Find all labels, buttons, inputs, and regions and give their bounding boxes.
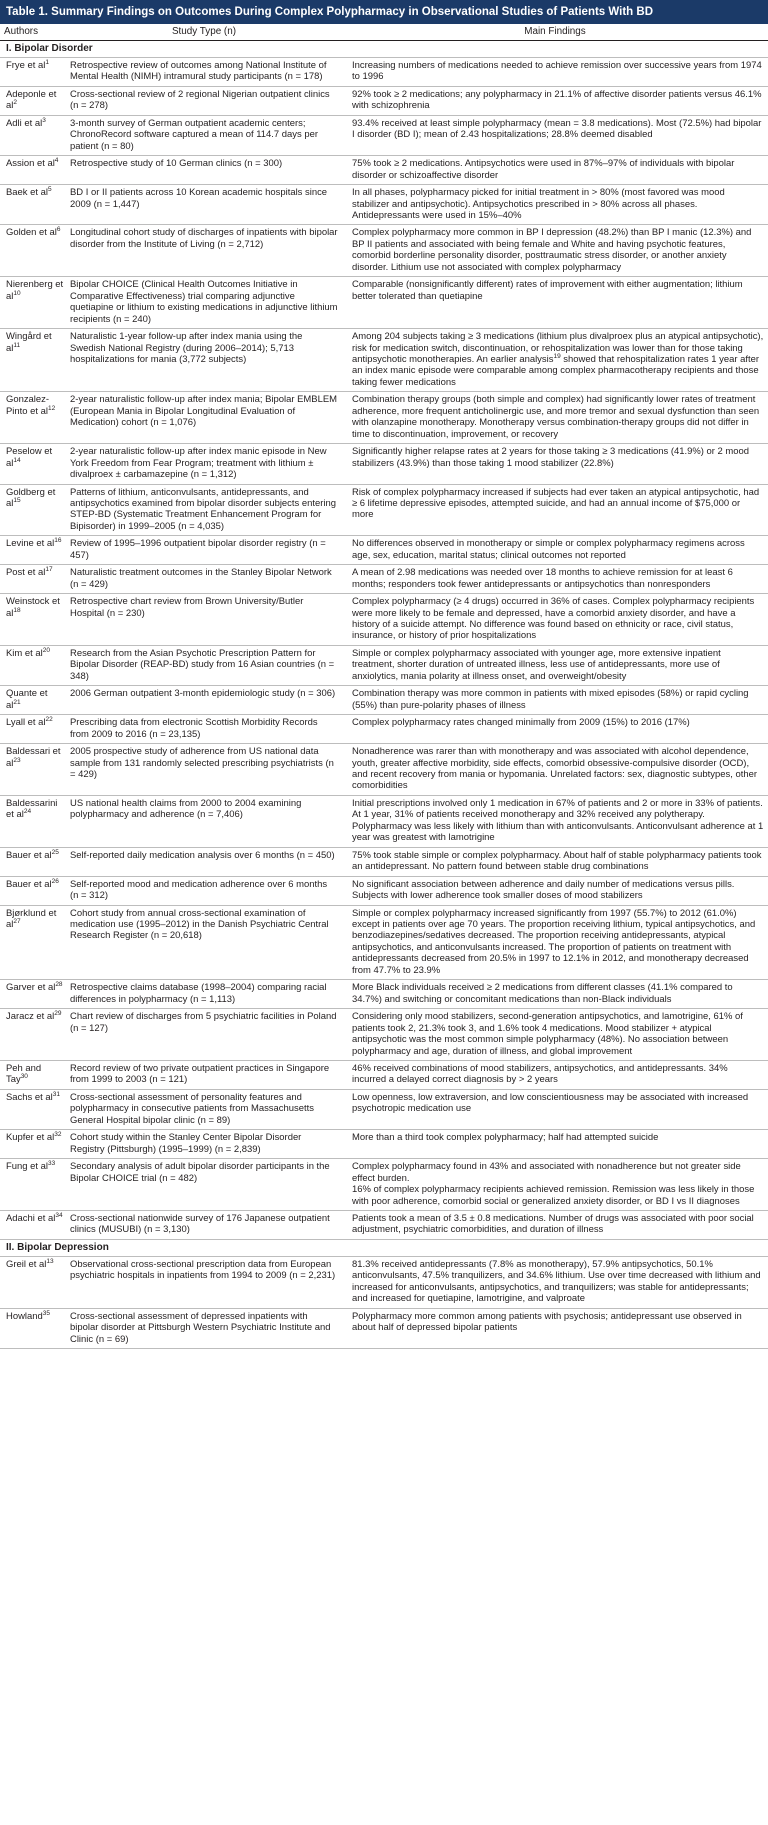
main-findings-cell [342, 156, 768, 185]
section-label: I. Bipolar Disorder [0, 41, 768, 58]
author-cell [0, 744, 66, 796]
finding-text: Initial prescriptions involved only 1 medication in 67% of patients and 2 or more in 33% of patients. At 1 year, 31% of patients received monotherapy and 32% received any polytherapy. Polypharmacy was less likely with lithium than with anticonvulsants. Anticonvulsant adherence at 1 year was greatest with lamotrigine [352, 797, 764, 844]
author-cell [0, 277, 66, 329]
reference-number: 34 [55, 1211, 63, 1219]
table-row [0, 1256, 768, 1308]
reference-number: 27 [13, 917, 21, 925]
finding-text: Simple or complex polypharmacy increased significantly from 1997 (55.7%) to 2012 (61.0%) except in patients over age 70 years. The proportion receiving lithium, typical antipsychotics, and benzodiazepines/sedatives decreased. The proportion receiving antidepressants, atypical antipsychotics, and anticonvulsants increased. The proportion of patients on treatment with antidepressants decreased from 20.5% in 1997 to 12.1% in 2012, and monotherapy decreased from 47.7% to 23.9% [352, 907, 756, 976]
author-name: Adachi et al [6, 1212, 56, 1224]
finding-text: 16% of complex polypharmacy recipients achieved remission. Remission was less likely in those with poor adherence, comorbid social or generalized anxiety disorder, or BD I vs II diagnoses [352, 1184, 755, 1207]
main-findings-cell [342, 905, 768, 980]
author-name: Nierenberg et al [6, 279, 64, 302]
study-type-cell: Cross-sectional assessment of depressed inpatients with bipolar disorder at Pittsburgh Western Psychiatric Institute and Clinic (n = 69) [66, 1308, 342, 1348]
finding-text: 92% took ≥ 2 medications; any polypharmacy in 21.1% of affective disorder patients versus 46.1% with schizophrenia [352, 88, 762, 112]
table-row [0, 980, 768, 1009]
reference-number: 17 [45, 566, 53, 574]
section-header-row [0, 41, 768, 58]
author-cell [0, 645, 66, 685]
author-cell [0, 715, 66, 744]
reference-number: 13 [46, 1257, 54, 1265]
author-name: Gonzalez-Pinto et al [6, 394, 50, 417]
reference-number: 12 [47, 404, 56, 412]
author-cell [0, 1159, 66, 1211]
table-title: Table 1. Summary Findings on Outcomes During Complex Polypharmacy in Observational Studies of Patients With BD [0, 0, 768, 24]
study-type-cell: Self-reported mood and medication adherence over 6 months (n = 312) [66, 876, 342, 905]
author-cell [0, 225, 66, 277]
reference-number: 35 [42, 1309, 50, 1317]
table-row [0, 715, 768, 744]
reference-number: 3 [42, 116, 46, 124]
reference-number: 1 [45, 58, 49, 66]
main-findings-cell [342, 484, 768, 536]
author-cell [0, 185, 66, 225]
author-cell [0, 594, 66, 646]
author-name: Lyall et al [6, 717, 46, 729]
finding-text: 93.4% received at least simple polypharmacy (mean = 3.8 medications). Most (72.5%) had bipolar I disorder (BD I); mean of 2.43 hospitalizations; 28.8% deemed disabled [352, 117, 762, 141]
study-type-cell: Cohort study from annual cross-sectional examination of medication use (1995–2012) in the Danish Psychiatric Central Research Register (n = 20,618) [66, 905, 342, 980]
reference-number: 30 [20, 1073, 28, 1081]
table-row [0, 536, 768, 565]
author-name: Baldessari et al [6, 746, 61, 769]
table-row [0, 876, 768, 905]
main-findings-cell [342, 185, 768, 225]
reference-number: 25 [51, 848, 59, 856]
finding-text: Among 204 subjects taking ≥ 3 medications (lithium plus divalproex plus an atypical antipsychotic), risk for medication switch, discontinuation, or rehospitalization was lower than for those taking antipsychotic monotherapies. An earlier analysis$^{19}$ showed that rehospitalization rates 1 year after an index manic episode were comparable among complex pharmacotherapy recipients and those taking fewer medications [352, 331, 764, 388]
main-findings-cell [342, 645, 768, 685]
author-cell [0, 58, 66, 87]
author-name: Adli et al [6, 117, 43, 129]
author-name: Golden et al [6, 227, 57, 239]
table-row [0, 185, 768, 225]
header-study-type: Study Type (n) [66, 24, 342, 41]
study-type-cell: Cross-sectional assessment of personality features and polypharmacy in consecutive patients from Massachusetts General Hospital bipolar clinic (n = 89) [66, 1089, 342, 1129]
main-findings-cell [342, 686, 768, 715]
finding-text: 81.3% received antidepressants (7.8% as monotherapy), 57.9% antipsychotics, 50.1% anticonvulsants, 47.5% tranquilizers, and 34.6% lithium. Use over time decreased with lithium and increased for anticonvulsants, antipsychotics, and tranquilizers; was stable for antidepressants; and increased for quetiapine, lamotrigine, and valproate [352, 1258, 761, 1305]
table-row [0, 847, 768, 876]
header-main-findings: Main Findings [342, 24, 768, 41]
table-row [0, 1060, 768, 1089]
finding-text: Complex polypharmacy more common in BP I depression (48.2%) than BP I manic (12.3%) and BP II patients and associated with being female and White and having psychotic features, comorbid borderline personality disorder, posttraumatic stress disorder, or another anxiety disorder. Lithium use not associated with complex polypharmacy [352, 227, 752, 273]
author-cell [0, 484, 66, 536]
author-name: Post et al [6, 567, 46, 579]
header-authors: Authors [0, 24, 66, 41]
finding-text: Complex polypharmacy (≥ 4 drugs) occurred in 36% of cases. Complex polypharmacy recipients were more likely to be female and depressed, have a comorbid anxiety disorder, and have a history of a suicide attempt. No difference was found based on ethnicity or race, civil status, insurance, or history of prior hospitalizations [352, 596, 755, 642]
table-row [0, 58, 768, 87]
main-findings-cell [342, 1089, 768, 1129]
main-findings-cell [342, 1308, 768, 1348]
study-type-cell: Observational cross-sectional prescription data from European psychiatric hospitals in inpatients from 1994 to 2009 (n = 2,231) [66, 1256, 342, 1308]
author-name: Garver et al [6, 982, 56, 994]
main-findings-cell [342, 58, 768, 87]
section-label: II. Bipolar Depression [0, 1239, 768, 1256]
author-cell [0, 329, 66, 392]
finding-text: Considering only mood stabilizers, second-generation antipsychotics, and lamotrigine, 61% of patients took 2, 21.3% took 3, and 1.6% took 4 medications. Mood stabilizer + atypical antipsychotic was the most common simple polypharmacy (48%). No association between polypharmacy and age, duration of illness, and global improvement [352, 1011, 743, 1057]
reference-number: 11 [13, 341, 21, 349]
author-name: Bauer et al [6, 849, 52, 861]
main-findings-cell [342, 1256, 768, 1308]
author-name: Weinstock et al [6, 596, 60, 619]
finding-text: Increasing numbers of medications needed to achieve remission over successive years from 1974 to 1996 [352, 60, 762, 83]
table-row [0, 594, 768, 646]
study-type-cell: Bipolar CHOICE (Clinical Health Outcomes Initiative in Comparative Effectiveness) trial comparing adjunctive quetiapine or lithium to existing medications in adjunctive lithium recipients (n = 240) [66, 277, 342, 329]
main-findings-cell [342, 1130, 768, 1159]
finding-text: Combination therapy groups (both simple and complex) had significantly lower rates of treatment adherence, more frequent anticholinergic use, and more tremor and sexual dysfunction than seen with olanzapine monotherapy. Monotherapy versus combination-therapy groups did not differ in time to discontinuation, improvement, or recovery [352, 394, 760, 440]
author-name: Bjørklund et al [6, 907, 57, 930]
author-cell [0, 1308, 66, 1348]
author-name: Adeponle et al [6, 88, 57, 112]
author-name: Bauer et al [6, 878, 52, 890]
study-type-cell: 2-year naturalistic follow-up after index mania; Bipolar EMBLEM (European Mania in Bipolar Longitudinal Evaluation of Medication) cohort (n = 1,076) [66, 392, 342, 444]
header-row [0, 24, 768, 41]
author-cell [0, 444, 66, 484]
main-findings-cell [342, 715, 768, 744]
finding-text: Low openness, low extraversion, and low conscientiousness may be associated with increased psychotropic medication use [352, 1091, 749, 1115]
reference-number: 6 [56, 226, 61, 234]
table-row [0, 1210, 768, 1239]
author-cell [0, 86, 66, 115]
reference-number: 4 [54, 157, 59, 165]
study-type-cell: Naturalistic 1-year follow-up after index mania using the Swedish National Registry (during 2006–2014); 5,713 hospitalizations for mania (3,772 subjects) [66, 329, 342, 392]
study-type-cell: Record review of two private outpatient practices in Singapore from 1999 to 2003 (n = 121) [66, 1060, 342, 1089]
table-body [0, 41, 768, 1349]
main-findings-cell [342, 536, 768, 565]
main-findings-cell [342, 1159, 768, 1211]
main-findings-cell [342, 277, 768, 329]
table-row [0, 905, 768, 980]
author-cell [0, 1009, 66, 1061]
finding-text: No significant association between adherence and daily number of medications versus pills. Subjects with lower adherence took smaller doses of mood stabilizers [352, 878, 735, 902]
author-cell [0, 536, 66, 565]
study-type-cell: Self-reported daily medication analysis over 6 months (n = 450) [66, 847, 342, 876]
summary-table [0, 24, 768, 1349]
study-type-cell: Secondary analysis of adult bipolar disorder participants in the Bipolar CHOICE trial (n = 482) [66, 1159, 342, 1211]
study-type-cell: Retrospective review of outcomes among National Institute of Mental Health (NIMH) intramural study participants (n = 178) [66, 58, 342, 87]
main-findings-cell [342, 392, 768, 444]
study-type-cell: BD I or II patients across 10 Korean academic hospitals since 2009 (n = 1,447) [66, 185, 342, 225]
author-name: Kupfer et al [6, 1132, 55, 1144]
author-cell [0, 565, 66, 594]
finding-text: Significantly higher relapse rates at 2 years for those taking ≥ 3 medications (41.9%) or 2 mood stabilizers (43.9%) than those taking 1 mood stabilizer (22.8%) [352, 446, 750, 469]
study-type-cell: 2-year naturalistic follow-up after index manic episode in New York Freedom from Fear Program; treatment with lithium ± divalproex ± carbamazepine (n = 1,312) [66, 444, 342, 484]
author-cell [0, 1210, 66, 1239]
author-cell [0, 1089, 66, 1129]
author-cell [0, 795, 66, 847]
reference-number: 16 [54, 537, 62, 545]
finding-text: Polypharmacy more common among patients with psychosis; antidepressant use observed in about half of depressed bipolar patients [352, 1310, 742, 1334]
finding-text: In all phases, polypharmacy picked for initial treatment in > 80% (most favored was mood stabilizer and antipsychotic). Antipsychotics prescribed in > 80% across all phases. Antidepressants were used in 15%–40% [352, 187, 725, 221]
main-findings-cell [342, 1009, 768, 1061]
reference-number: 18 [13, 606, 21, 614]
reference-number: 26 [51, 877, 59, 885]
study-type-cell: Cohort study within the Stanley Center Bipolar Disorder Registry (Pittsburgh) (1995–1999) (n = 2,839) [66, 1130, 342, 1159]
finding-text: Complex polypharmacy rates changed minimally from 2009 (15%) to 2016 (17%) [352, 717, 690, 729]
author-name: Frye et al [6, 60, 46, 71]
main-findings-cell [342, 565, 768, 594]
study-type-cell: 2006 German outpatient 3-month epidemiologic study (n = 306) [66, 686, 342, 715]
author-cell [0, 876, 66, 905]
study-type-cell: Cross-sectional review of 2 regional Nigerian outpatient clinics (n = 278) [66, 86, 342, 115]
study-type-cell: Research from the Asian Psychotic Prescription Pattern for Bipolar Disorder (REAP-BD) study from 16 Asian countries (n = 348) [66, 645, 342, 685]
author-name: Wingård et al [6, 331, 52, 354]
author-name: Baek et al [6, 187, 48, 199]
main-findings-cell [342, 115, 768, 155]
reference-number: 33 [47, 1160, 56, 1168]
finding-text: No differences observed in monotherapy or simple or complex polypharmacy regimens across age, sex, education, marital status; clinical outcomes not reported [352, 538, 745, 561]
reference-number: 5 [47, 185, 52, 193]
author-cell [0, 1060, 66, 1089]
finding-text: Complex polypharmacy found in 43% and associated with nonadherence but not greater side effect burden. [352, 1161, 741, 1184]
table-row [0, 86, 768, 115]
table-row [0, 392, 768, 444]
table-row [0, 1308, 768, 1348]
reference-number: 10 [13, 289, 21, 297]
reference-number: 29 [54, 1010, 62, 1018]
author-cell [0, 115, 66, 155]
author-name: Levine et al [6, 538, 55, 550]
author-cell [0, 905, 66, 980]
table-row [0, 156, 768, 185]
finding-text: Nonadherence was rarer than with monotherapy and was associated with alcohol dependence, youth, greater affective morbidity, side effects, comorbid obsessive-compulsive disorder (OCD), and recent recovery from mania or hypomania. Unrelated factors: sex, diagnostic subtypes, other comorbidities [352, 746, 757, 792]
reference-number: 2 [13, 99, 17, 107]
reference-number: 22 [45, 716, 53, 724]
main-findings-cell [342, 795, 768, 847]
author-name: Quante et al [6, 688, 48, 711]
author-name: Assion et al [6, 158, 55, 170]
author-cell [0, 847, 66, 876]
main-findings-cell [342, 225, 768, 277]
table-row [0, 1089, 768, 1129]
author-name: Fung et al [6, 1161, 48, 1173]
author-name: Peh and Tay [6, 1062, 42, 1086]
author-name: Jaracz et al [6, 1011, 55, 1023]
finding-text: Comparable (nonsignificantly different) rates of improvement with either augmentation; lithium better tolerated than quetiapine [352, 279, 743, 302]
table-row [0, 686, 768, 715]
reference-number: 14 [13, 456, 21, 464]
study-type-cell: Prescribing data from electronic Scottish Morbidity Records from 2009 to 2016 (n = 23,135) [66, 715, 342, 744]
reference-number: 15 [13, 496, 21, 504]
reference-number: 24 [23, 808, 32, 816]
study-type-cell: Naturalistic treatment outcomes in the Stanley Bipolar Network (n = 429) [66, 565, 342, 594]
main-findings-cell [342, 329, 768, 392]
table-row [0, 329, 768, 392]
author-name: Baldessarini et al [6, 797, 58, 821]
study-type-cell: Retrospective study of 10 German clinics (n = 300) [66, 156, 342, 185]
study-type-cell: US national health claims from 2000 to 2004 examining polypharmacy and adherence (n = 7,406) [66, 795, 342, 847]
finding-text: A mean of 2.98 medications was needed over 18 months to achieve remission for at least 6 months; responders took fewer antidepressants or antipsychotics than nonresponders [352, 567, 733, 590]
reference-number: 31 [52, 1090, 60, 1098]
table-row [0, 1159, 768, 1211]
author-name: Peselow et al [6, 446, 53, 469]
finding-text: More Black individuals received ≥ 2 medications from different classes (41.1% compared to 34.7%) and switching or concomitant medications than non-Black individuals [352, 982, 733, 1005]
study-type-cell: 2005 prospective study of adherence from US national data sample from 131 randomly selected prescribing psychiatrists (n = 429) [66, 744, 342, 796]
study-type-cell: Patterns of lithium, anticonvulsants, antidepressants, and antipsychotics examined from bipolar disorder subjects entering STEP-BD (Systematic Treatment Enhancement Program for Bipisorder) in 1999–2005 (n = 4,035) [66, 484, 342, 536]
reference-number: 19 [553, 352, 561, 360]
table-row [0, 645, 768, 685]
reference-number: 23 [13, 756, 21, 764]
finding-text: Risk of complex polypharmacy increased if subjects had ever taken an atypical antipsychotic, had ≥ 6 lifetime depressive episodes, attempted suicide, and had an annual income of $75,000 or more [352, 486, 760, 521]
author-cell [0, 156, 66, 185]
author-cell [0, 980, 66, 1009]
finding-text: Simple or complex polypharmacy associated with younger age, more extensive inpatient treatment, shorter duration of untreated illness, less use of antidepressants, more use of anxiolytics, mania polarity at illness onset, and overweight/obesity [352, 647, 721, 682]
table-row [0, 115, 768, 155]
table-row [0, 795, 768, 847]
table-row [0, 277, 768, 329]
finding-text: More than a third took complex polypharmacy; half had attempted suicide [352, 1132, 659, 1144]
finding-text: Combination therapy was more common in patients with mixed episodes (58%) or rapid cycling (55%) than pure-polarity phases of illness [352, 688, 749, 711]
author-name: Sachs et al [6, 1091, 53, 1103]
study-type-cell: Longitudinal cohort study of discharges of inpatients with bipolar disorder from the Institute of Living (n = 2,712) [66, 225, 342, 277]
table-row [0, 484, 768, 536]
table-row [0, 225, 768, 277]
main-findings-cell [342, 744, 768, 796]
table-row [0, 1009, 768, 1061]
table-row [0, 1130, 768, 1159]
study-type-cell: Retrospective chart review from Brown University/Butler Hospital (n = 230) [66, 594, 342, 646]
study-type-cell: Review of 1995–1996 outpatient bipolar disorder registry (n = 457) [66, 536, 342, 565]
finding-text: Patients took a mean of 3.5 ± 0.8 medications. Number of drugs was associated with poor social adjustment, psychiatric comorbidities, and duration of illness [352, 1212, 754, 1236]
main-findings-cell [342, 1060, 768, 1089]
study-type-cell: 3-month survey of German outpatient academic centers; ChronoRecord software captured a mean of 114.7 days per patient (n = 80) [66, 115, 342, 155]
finding-text: 75% took ≥ 2 medications. Antipsychotics were used in 87%–97% of individuals with bipolar disorder or schizoaffective disorder [352, 158, 735, 181]
main-findings-cell [342, 444, 768, 484]
reference-number: 28 [55, 981, 63, 989]
main-findings-cell [342, 847, 768, 876]
author-name: Howland [6, 1310, 43, 1322]
author-name: Kim et al [6, 647, 43, 659]
finding-text: 75% took stable simple or complex polypharmacy. About half of stable polypharmacy patients took an antidepressant. No pattern found between stable drug combinations [352, 849, 762, 873]
author-cell [0, 686, 66, 715]
table-row [0, 744, 768, 796]
reference-number: 21 [13, 698, 21, 706]
reference-number: 20 [42, 646, 50, 654]
author-name: Goldberg et al [6, 486, 56, 509]
table-row [0, 565, 768, 594]
reference-number: 32 [54, 1131, 62, 1139]
study-type-cell: Chart review of discharges from 5 psychiatric facilities in Poland (n = 127) [66, 1009, 342, 1061]
table-row [0, 444, 768, 484]
section-header-row [0, 1239, 768, 1256]
study-type-cell: Retrospective claims database (1998–2004) comparing racial differences in polypharmacy (n = 1,113) [66, 980, 342, 1009]
author-cell [0, 1256, 66, 1308]
author-cell [0, 392, 66, 444]
author-cell [0, 1130, 66, 1159]
main-findings-cell [342, 980, 768, 1009]
main-findings-cell [342, 876, 768, 905]
finding-text: 46% received combinations of mood stabilizers, antipsychotics, and antidepressants. 34% incurred a delayed correct diagnosis by > 2 years [352, 1062, 728, 1086]
main-findings-cell [342, 1210, 768, 1239]
author-name: Greil et al [6, 1258, 47, 1270]
main-findings-cell [342, 594, 768, 646]
study-type-cell: Cross-sectional nationwide survey of 176 Japanese outpatient clinics (MUSUBI) (n = 3,130) [66, 1210, 342, 1239]
main-findings-cell [342, 86, 768, 115]
